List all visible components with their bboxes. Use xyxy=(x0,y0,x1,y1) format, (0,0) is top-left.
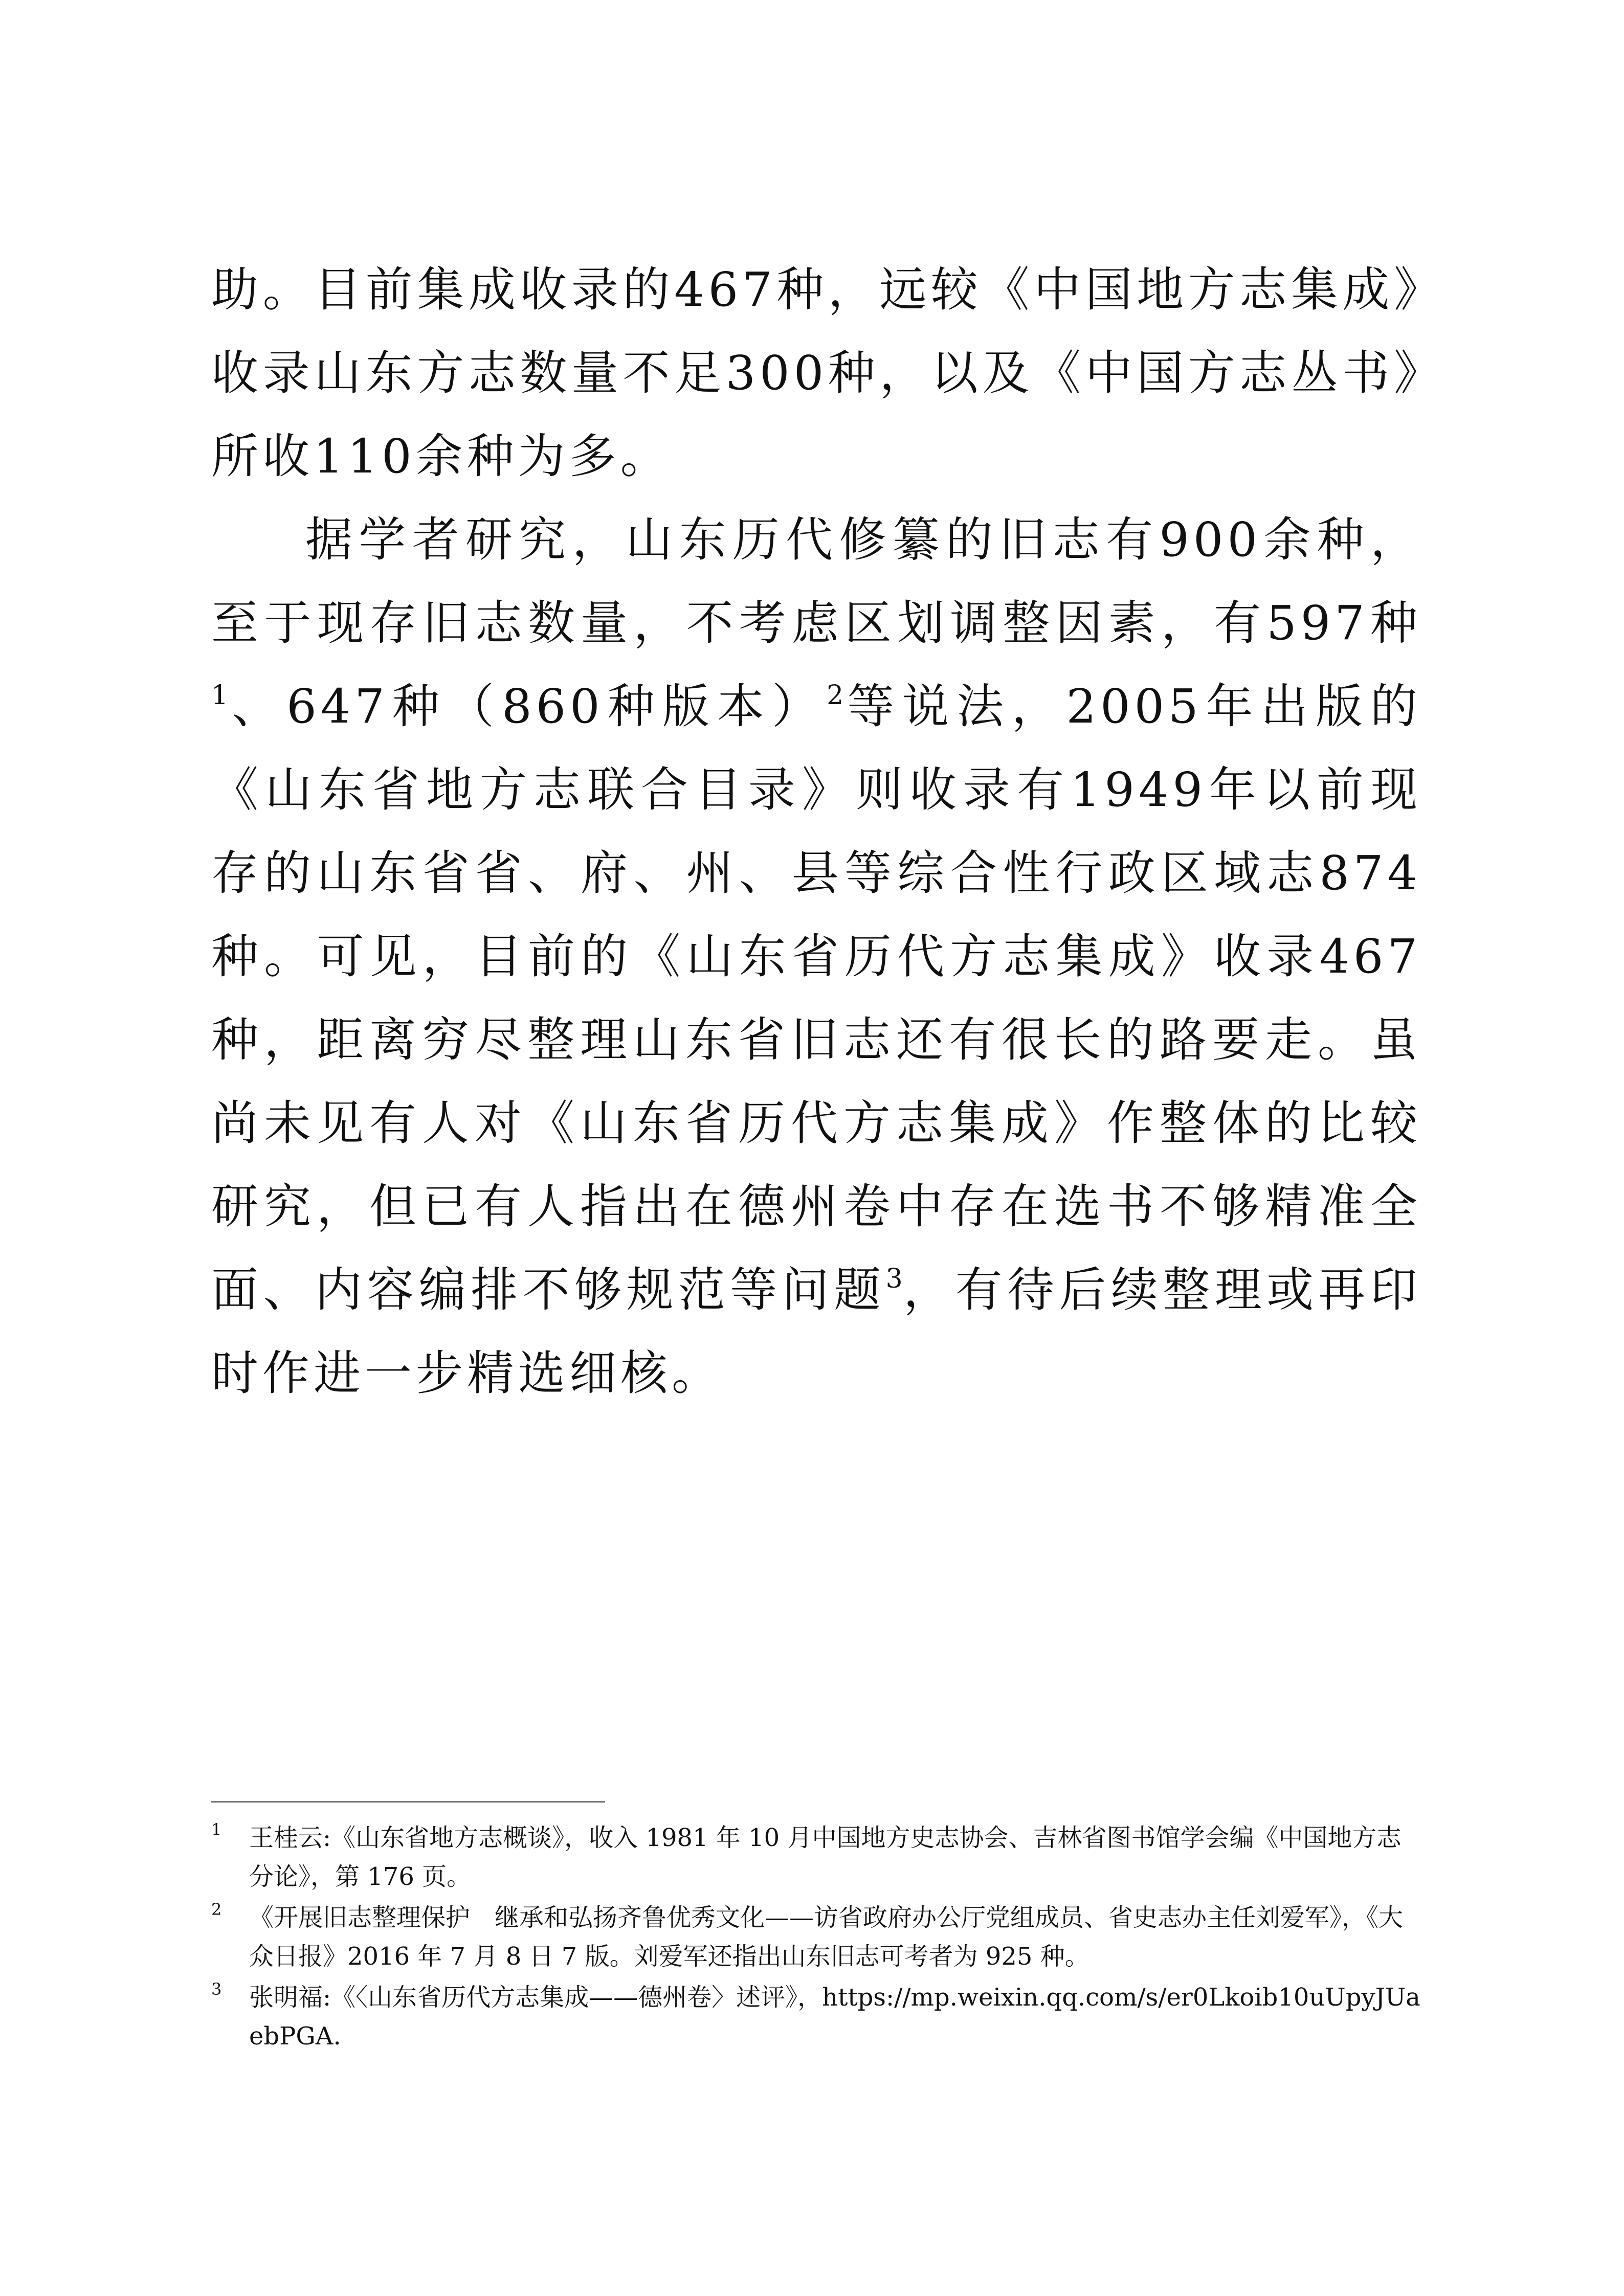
footnote-number: 1 xyxy=(211,1820,222,1839)
footnote-2 xyxy=(211,1898,1421,1976)
footnote-3 xyxy=(211,1978,1421,2056)
paragraph-text: 等说法，2005年出版的《山东省地方志联合目录》则收录有1949年以前现存的山东省省、府、州、县等综合性行政区域志874种。可见，目前的《山东省历代方志集成》收录467种，距离穷尽整理山东省旧志还有很长的路要走。虽尚未见有人对《山东省历代方志集成》作整体的比较研究，但已有人指出在德州卷中存在选书不够精准全面、内容编排不够规范等问题 xyxy=(211,679,1422,1317)
paragraph-text: 据学者研究，山东历代修纂的旧志有900余种，至于现存旧志数量，不考虑区划调整因素，有597种 xyxy=(211,512,1421,650)
paragraph-2 xyxy=(211,498,1421,1415)
paragraph-1 xyxy=(211,248,1421,498)
footnote-number: 2 xyxy=(211,1900,222,1919)
body-text xyxy=(211,248,1421,1415)
footnote-text: 《开展旧志整理保护 继承和弘扬齐鲁优秀文化——访省政府办公厅党组成员、省史志办主任刘爱军》，《大众日报》2016 年 7 月 8 日 7 版。刘爱军还指出山东旧志可考者为 925 种。 xyxy=(249,1903,1404,1971)
footnote-ref-2[interactable]: 2 xyxy=(827,680,844,711)
footnote-text[interactable]: 张明福:《〈山东省历代方志集成——德州卷〉述评》，https://mp.weixin.qq.com/s/er0Lkoib10uUpyJUaebPGA. xyxy=(249,1983,1420,2051)
footnotes xyxy=(211,1818,1421,2058)
footnote-ref-3[interactable]: 3 xyxy=(885,1264,903,1294)
footnote-separator xyxy=(211,1801,605,1803)
footnote-ref-1[interactable]: 1 xyxy=(211,680,229,711)
paragraph-text: 助。目前集成收录的467种，远较《中国地方志集成》收录山东方志数量不足300种，以及《中国方志丛书》所收110余种为多。 xyxy=(211,262,1421,484)
footnote-1 xyxy=(211,1818,1421,1896)
footnote-text: 王桂云:《山东省地方志概谈》，收入 1981 年 10 月中国地方史志协会、吉林省图书馆学会编《中国地方志分论》，第 176 页。 xyxy=(249,1824,1401,1891)
paragraph-text: 、647种（860种版本） xyxy=(228,679,827,734)
paragraph-text: ，有待后续整理或再印时作进一步精选细核。 xyxy=(211,1263,1421,1401)
footnote-number: 3 xyxy=(211,1979,222,1999)
